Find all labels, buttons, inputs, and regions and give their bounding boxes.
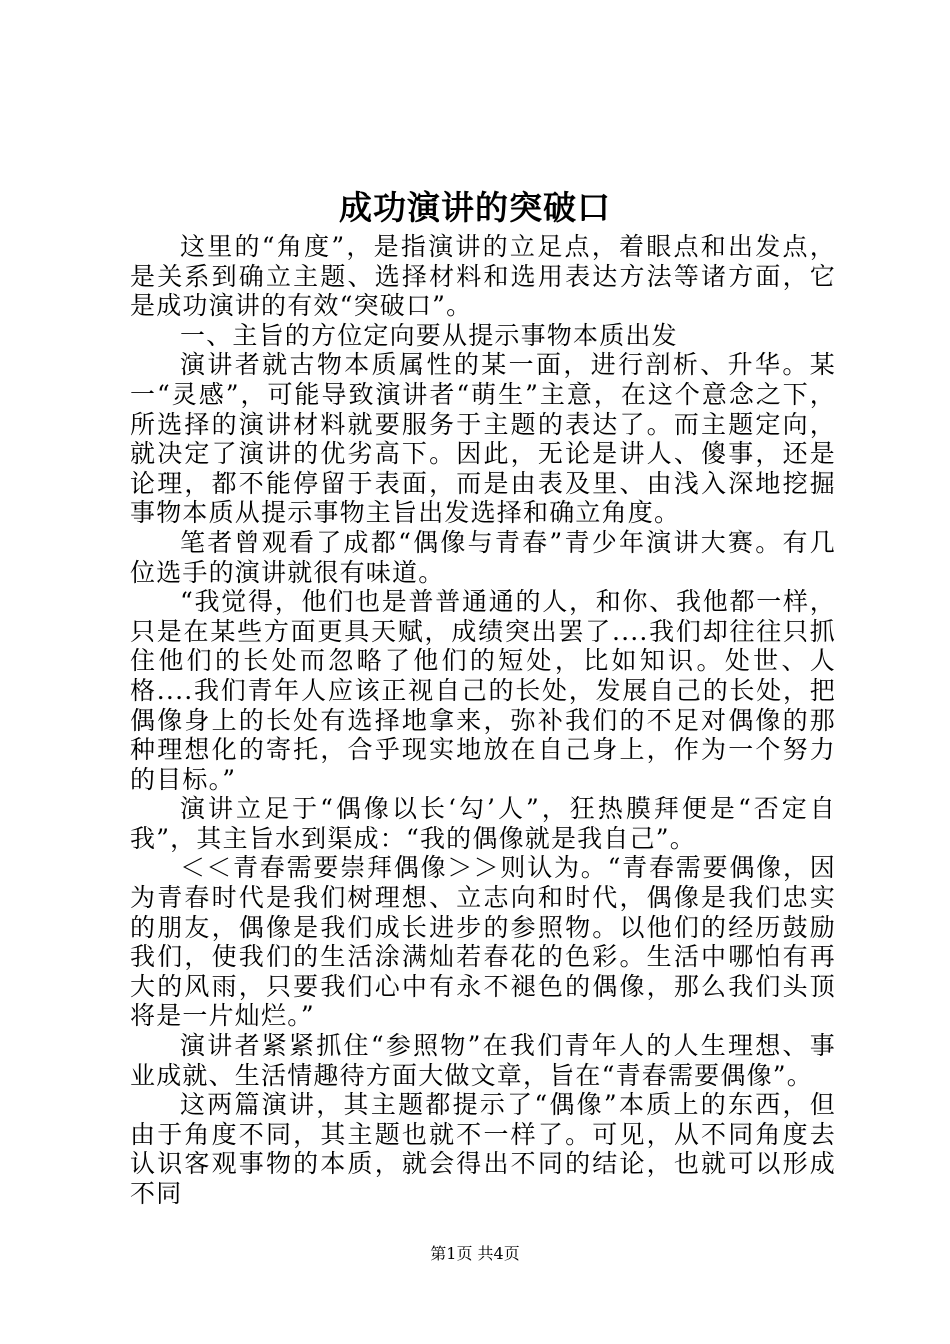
- paragraph: 演讲者就古物本质属性的某一面，进行剖析、升华。某一“灵感”，可能导致演讲者“萌生”主意，在这个意念之下，所选择的演讲材料就要服务于主题的表达了。而主题定向，就决定了演讲的优劣高下。因此，无论是讲人、傻事，还是论理，都不能停留于表面，而是由表及里、由浅入深地挖掘事物本质从提示事物主旨出发选择和确立角度。: [130, 350, 836, 528]
- paragraph: 这里的“角度”，是指演讲的立足点，着眼点和出发点，是关系到确立主题、选择材料和选用表达方法等诸方面，它是成功演讲的有效“突破口”。: [130, 232, 836, 321]
- section-heading: 一、主旨的方位定向要从提示事物本质出发: [180, 320, 678, 350]
- paragraph: 演讲立足于“偶像以长‘勾’人”，狂热膜拜便是“否定自我”，其主旨水到渠成：“我的偶像就是我自己”。: [130, 794, 836, 853]
- paragraph: 笔者曾观看了成都“偶像与青春”青少年演讲大赛。有几位选手的演讲就很有味道。: [130, 527, 836, 587]
- document-body: [130, 232, 836, 1209]
- page-footer: 第1页 共4页: [430, 1244, 520, 1263]
- paragraph: ＜＜青春需要崇拜偶像＞＞则认为。“青春需要偶像，因为青春时代是我们树理想、立志向和时代，偶像是我们忠实的朋友，偶像是我们成长进步的参照物。以他们的经历鼓励我们，使我们的生活涂满灿若春花的色彩。生活中哪怕有再大的风雨，只要我们心中有永不褪色的偶像，那么我们头顶将是一片灿烂。”: [130, 853, 836, 1031]
- paragraph: 演讲者紧紧抓住“参照物”在我们青年人的人生理想、事业成就、生活情趣待方面大做文章，旨在“青春需要偶像”。: [130, 1031, 836, 1090]
- quote-paragraph: “我觉得，他们也是普普通通的人，和你、我他都一样，只是在某些方面更具天赋，成绩突出罢了....我们却往往只抓住他们的长处而忽略了他们的短处，比如知识。处世、人格....我们青年人应该正视自己的长处，发展自己的长处，把偶像身上的长处有选择地拿来，弥补我们的不足对偶像的那种理想化的寄托，合乎现实地放在自己身上，作为一个努力的目标。”: [130, 587, 836, 794]
- document-title: 成功演讲的突破口: [339, 188, 611, 227]
- paragraph: 这两篇演讲，其主题都提示了“偶像”本质上的东西，但由于角度不同，其主题也就不一样了。可见，从不同角度去认识客观事物的本质，就会得出不同的结论，也就可以形成不同: [130, 1090, 836, 1208]
